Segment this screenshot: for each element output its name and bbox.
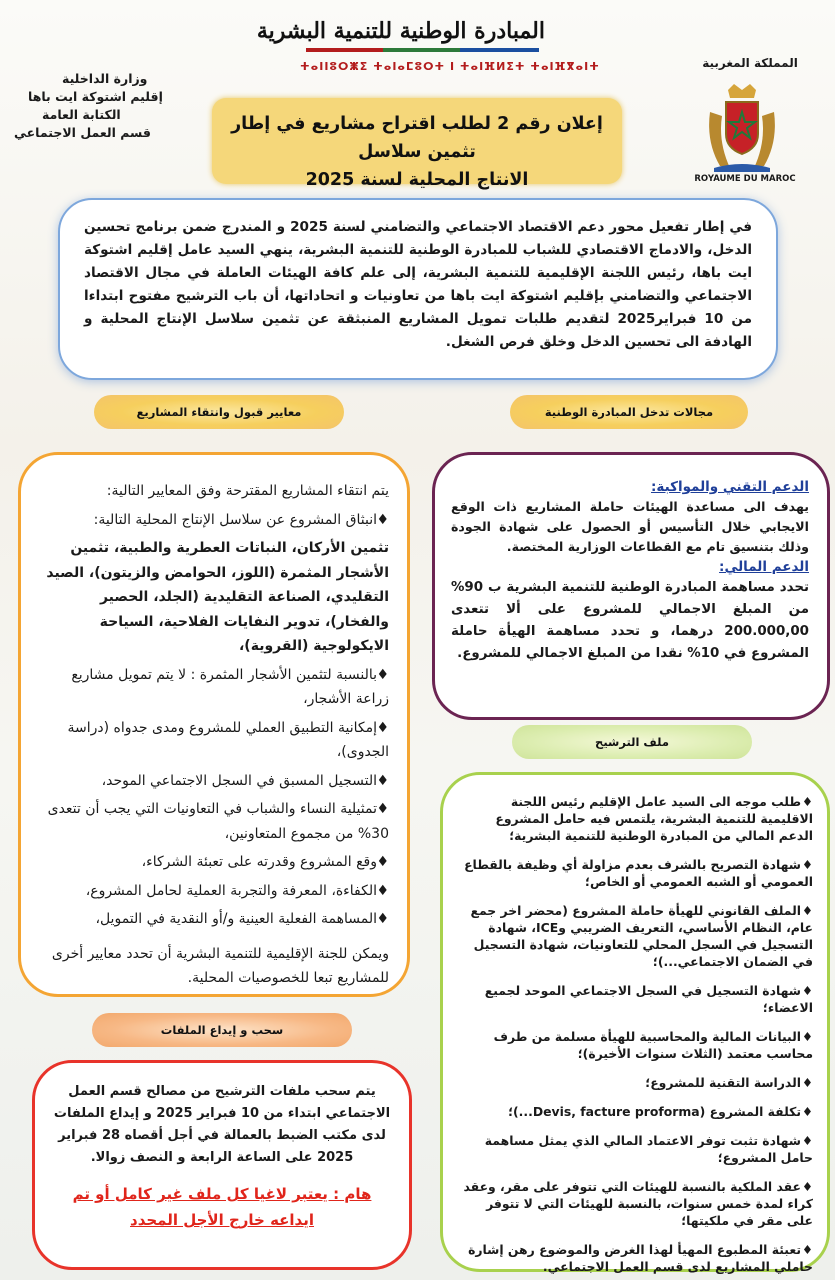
list-item: ♦وقع المشروع وقدرته على تعبئة الشركاء، bbox=[35, 850, 389, 875]
list-item: ♦الملف القانوني للهيأة حاملة المشروع (محضر اخر جمع عام، النظام الأساسي، التعريف الضريبي وICE، شهادة التسجيل في السجل المحلي للتعاونيات، شهادة التسجيل في الضمان الاجتماعي...)؛ bbox=[470, 903, 813, 969]
indh-logo bbox=[256, 18, 600, 88]
indh-logo-stripe bbox=[306, 48, 539, 52]
domains-box bbox=[432, 452, 830, 720]
list-item: ♦المساهمة الفعلية العينية و/أو النقدية في التمويل، bbox=[35, 907, 389, 932]
bullet-icon: ♦ bbox=[376, 801, 389, 817]
intro-text: في إطار تفعيل محور دعم الاقتصاد الاجتماعي والتضامني لسنة 2025 و المندرج ضمن برنامج تحسين الدخل، والادماج الاقتصادي للشباب للمبادرة الوطنية للتنمية البشرية، ينهي السيد عامل إقليم اشتوكة ايت باها، رئيس اللجنة الإقليمية للتنمية البشرية، إلى علم كافة الهيئات العاملة في مجال الاقتصاد الاجتماعي والتضامني بإقليم اشتوكة ايت باها من تعاونيات و اتحاداتها، أن باب الترشيح مفتوح ابتداءا من 10 فبراير2025 لتقديم طلبات تمويل المشاريع المنبثقة عن bbox=[84, 219, 752, 327]
bullet-icon: ♦ bbox=[801, 1104, 813, 1119]
bullet-icon: ♦ bbox=[801, 1075, 813, 1090]
bullet-icon: ♦ bbox=[376, 772, 389, 789]
intro-text-bold: تثمين سلاسل الإنتاج المحلية و الهادفة الى تحسين الدخل وخلق فرص الشغل. bbox=[84, 311, 752, 350]
list-item: ♦شهادة التصريح بالشرف بعدم مزاولة أي وظيفة بالقطاع العمومي أو الشبه العمومي أو الخاص؛ bbox=[464, 857, 813, 889]
secretariat-line: الكتابة العامة bbox=[42, 107, 121, 122]
list-item: ♦عقد الملكية بالنسبة للهيئات التي تتوفر على مقر، وعقد كراء لمدة خمس سنوات، بالنسبة للهيئات التي لا تتوفر على مقر في ملكيتها؛ bbox=[463, 1179, 813, 1228]
bullet-icon: ♦ bbox=[801, 1029, 813, 1044]
title-line-2: الانتاج المحلية لسنة 2025 bbox=[305, 170, 529, 190]
list-item: ♦طلب موجه الى السيد عامل الإقليم رئيس اللجنة الاقليمية للتنمية البشرية، يلتمس فيه حامل المشروع الدعم المالي من المبادرة الوطنية للتنمية البشرية؛ bbox=[495, 794, 813, 843]
bullet-icon: ♦ bbox=[376, 854, 389, 870]
bullet-icon: ♦ bbox=[801, 1242, 813, 1257]
bullet-icon: ♦ bbox=[376, 666, 389, 683]
division-line: قسم العمل الاجتماعي bbox=[14, 125, 151, 140]
criteria-intro: يتم انتقاء المشاريع المقترحة وفق المعايير التالية: bbox=[106, 483, 389, 499]
bullet-icon: ♦ bbox=[376, 911, 389, 927]
list-item: تثمين الأركان، النباتات العطرية والطبية، تثمين الأشجار المثمرة (اللوز، الحوامض والزيتون)، الصيد التقليدي، الصناعة التقليدية (الجلد، الحصير والفخار)، تدوير النفايات الفلاحية، السياحة الايكولوجية (القروية)، bbox=[46, 540, 389, 654]
withdraw-box bbox=[32, 1060, 412, 1270]
warning-text: هام : يعتبر لاغيا كل ملف غير كامل أو تم ايداعه خارج الأجل المحدد bbox=[72, 1185, 372, 1229]
bullet-icon: ♦ bbox=[376, 719, 389, 736]
title-line-1: إعلان رقم 2 لطلب اقتراح مشاريع في إطار تثمين سلاسل bbox=[231, 114, 603, 162]
bullet-icon: ♦ bbox=[376, 882, 389, 899]
intro-box bbox=[58, 198, 778, 380]
tech-support-text: يهدف الى مساعدة الهيئات حاملة المشاريع ذات الوقع الايجابي خلال التأسيس أو الحصول على شهادة الجودة وذلك بتنسيق تام مع القطاعات الوزارية المختصة. bbox=[451, 499, 809, 554]
withdraw-tag: سحب و إيداع الملفات bbox=[92, 1013, 352, 1047]
royaume-label: ROYAUME DU MAROC bbox=[694, 174, 796, 184]
royal-crest-icon bbox=[700, 82, 784, 174]
financial-support-title: الدعم المالي: bbox=[719, 559, 809, 575]
ministry-line: وزارة الداخلية bbox=[62, 71, 148, 86]
kingdom-label: المملكة المغربية bbox=[702, 56, 798, 70]
list-item: ♦تكلفة المشروع (Devis, facture proforma...)؛ bbox=[508, 1104, 813, 1119]
bullet-icon: ♦ bbox=[801, 983, 813, 998]
withdraw-text: يتم سحب ملفات الترشيح من مصالح قسم العمل الاجتماعي ابتداء من 10 فبراير 2025 و إيداع الملفات لدى مكتب الضبط بالعمالة في أجل أقصاه 28 فبراير 2025 على الساعة الرابعة و النصف زوالا. bbox=[53, 1084, 391, 1165]
list-item: ♦تعبئة المطبوع المهيأ لهذا الغرض والموضوع رهن إشارة حاملي المشاريع لدى قسم العمل الاجتماعي. bbox=[468, 1242, 813, 1274]
list-item: ♦تمثيلية النساء والشباب في التعاونيات التي يجب أن تتعدى 30% من مجموع المتعاونين، bbox=[35, 797, 389, 846]
list-item: ♦البيانات المالية والمحاسبية للهيأة مسلمة من طرف محاسب معتمد (الثلاث سنوات الأخيرة)؛ bbox=[493, 1029, 813, 1061]
list-item: ♦بالنسبة لتثمين الأشجار المثمرة : لا يتم تمويل مشاريع زراعة الأشجار، bbox=[35, 663, 389, 712]
bullet-icon: ♦ bbox=[801, 903, 813, 918]
list-item: ♦إمكانية التطبيق العملي للمشروع ومدى جدواه (دراسة الجدوى)، bbox=[35, 716, 389, 765]
list-item: ♦التسجيل المسبق في السجل الاجتماعي الموحد، bbox=[35, 769, 389, 794]
list-item: ♦الدراسة التقنية للمشروع؛ bbox=[645, 1075, 813, 1090]
tech-support-title: الدعم التقني والمواكبة: bbox=[651, 479, 809, 495]
bullet-icon: ♦ bbox=[801, 857, 813, 872]
financial-support-text: تحدد مساهمة المبادرة الوطنية للتنمية البشرية ب 90% من المبلغ الاجمالي للمشروع على ألا تتعدى 200.000,00 درهما، و تحدد مساهمة الهيأة حاملة المشروع في 10% نقدا من المبلغ الاجمالي للمشروع. bbox=[451, 580, 809, 661]
criteria-closing: ويمكن للجنة الإقليمية للتنمية البشرية أن تحدد معايير أخرى للمشاريع تبعا للخصوصيات المحلية. bbox=[51, 945, 389, 986]
ministry-header bbox=[10, 70, 190, 142]
province-line: إقليم اشتوكة ايت باها bbox=[28, 89, 163, 104]
dossier-box bbox=[440, 772, 830, 1272]
domains-tag: مجالات تدخل المبادرة الوطنية bbox=[510, 395, 748, 429]
list-item: ♦شهادة تثبت توفر الاعتماد المالي الذي يمثل مساهمة حامل المشروع؛ bbox=[484, 1133, 813, 1165]
indh-logo-arabic: المبادرة الوطنية للتنمية البشرية bbox=[256, 18, 545, 44]
dossier-tag: ملف الترشيح bbox=[512, 725, 752, 759]
bullet-icon: ♦ bbox=[801, 794, 813, 809]
intro-paragraph bbox=[84, 216, 752, 354]
criteria-box bbox=[18, 452, 410, 997]
list-item: ♦شهادة التسجيل في السجل الاجتماعي الموحد لجميع الاعضاء؛ bbox=[484, 983, 813, 1015]
indh-logo-tifinagh: ⵜⴰⵏⵏⵓⵔⵥⵉ ⵜⴰⵏⴰⵎⵓⵔⵜ ⵏ ⵜⴰⵏⴼⵍⵉⵜ ⵜⴰⵏⴼⴳⴰⵏⵜ bbox=[300, 60, 600, 73]
criteria-tag: معايير قبول وانتقاء المشاريع bbox=[94, 395, 344, 429]
list-item: ♦انبثاق المشروع عن سلاسل الإنتاج المحلية التالية: bbox=[35, 508, 389, 533]
announcement-title bbox=[212, 98, 622, 190]
bullet-icon: ♦ bbox=[801, 1133, 813, 1148]
list-item: ♦الكفاءة، المعرفة والتجربة العملية لحامل المشروع، bbox=[35, 879, 389, 904]
bullet-icon: ♦ bbox=[801, 1179, 813, 1194]
bullet-icon: ♦ bbox=[376, 511, 389, 528]
